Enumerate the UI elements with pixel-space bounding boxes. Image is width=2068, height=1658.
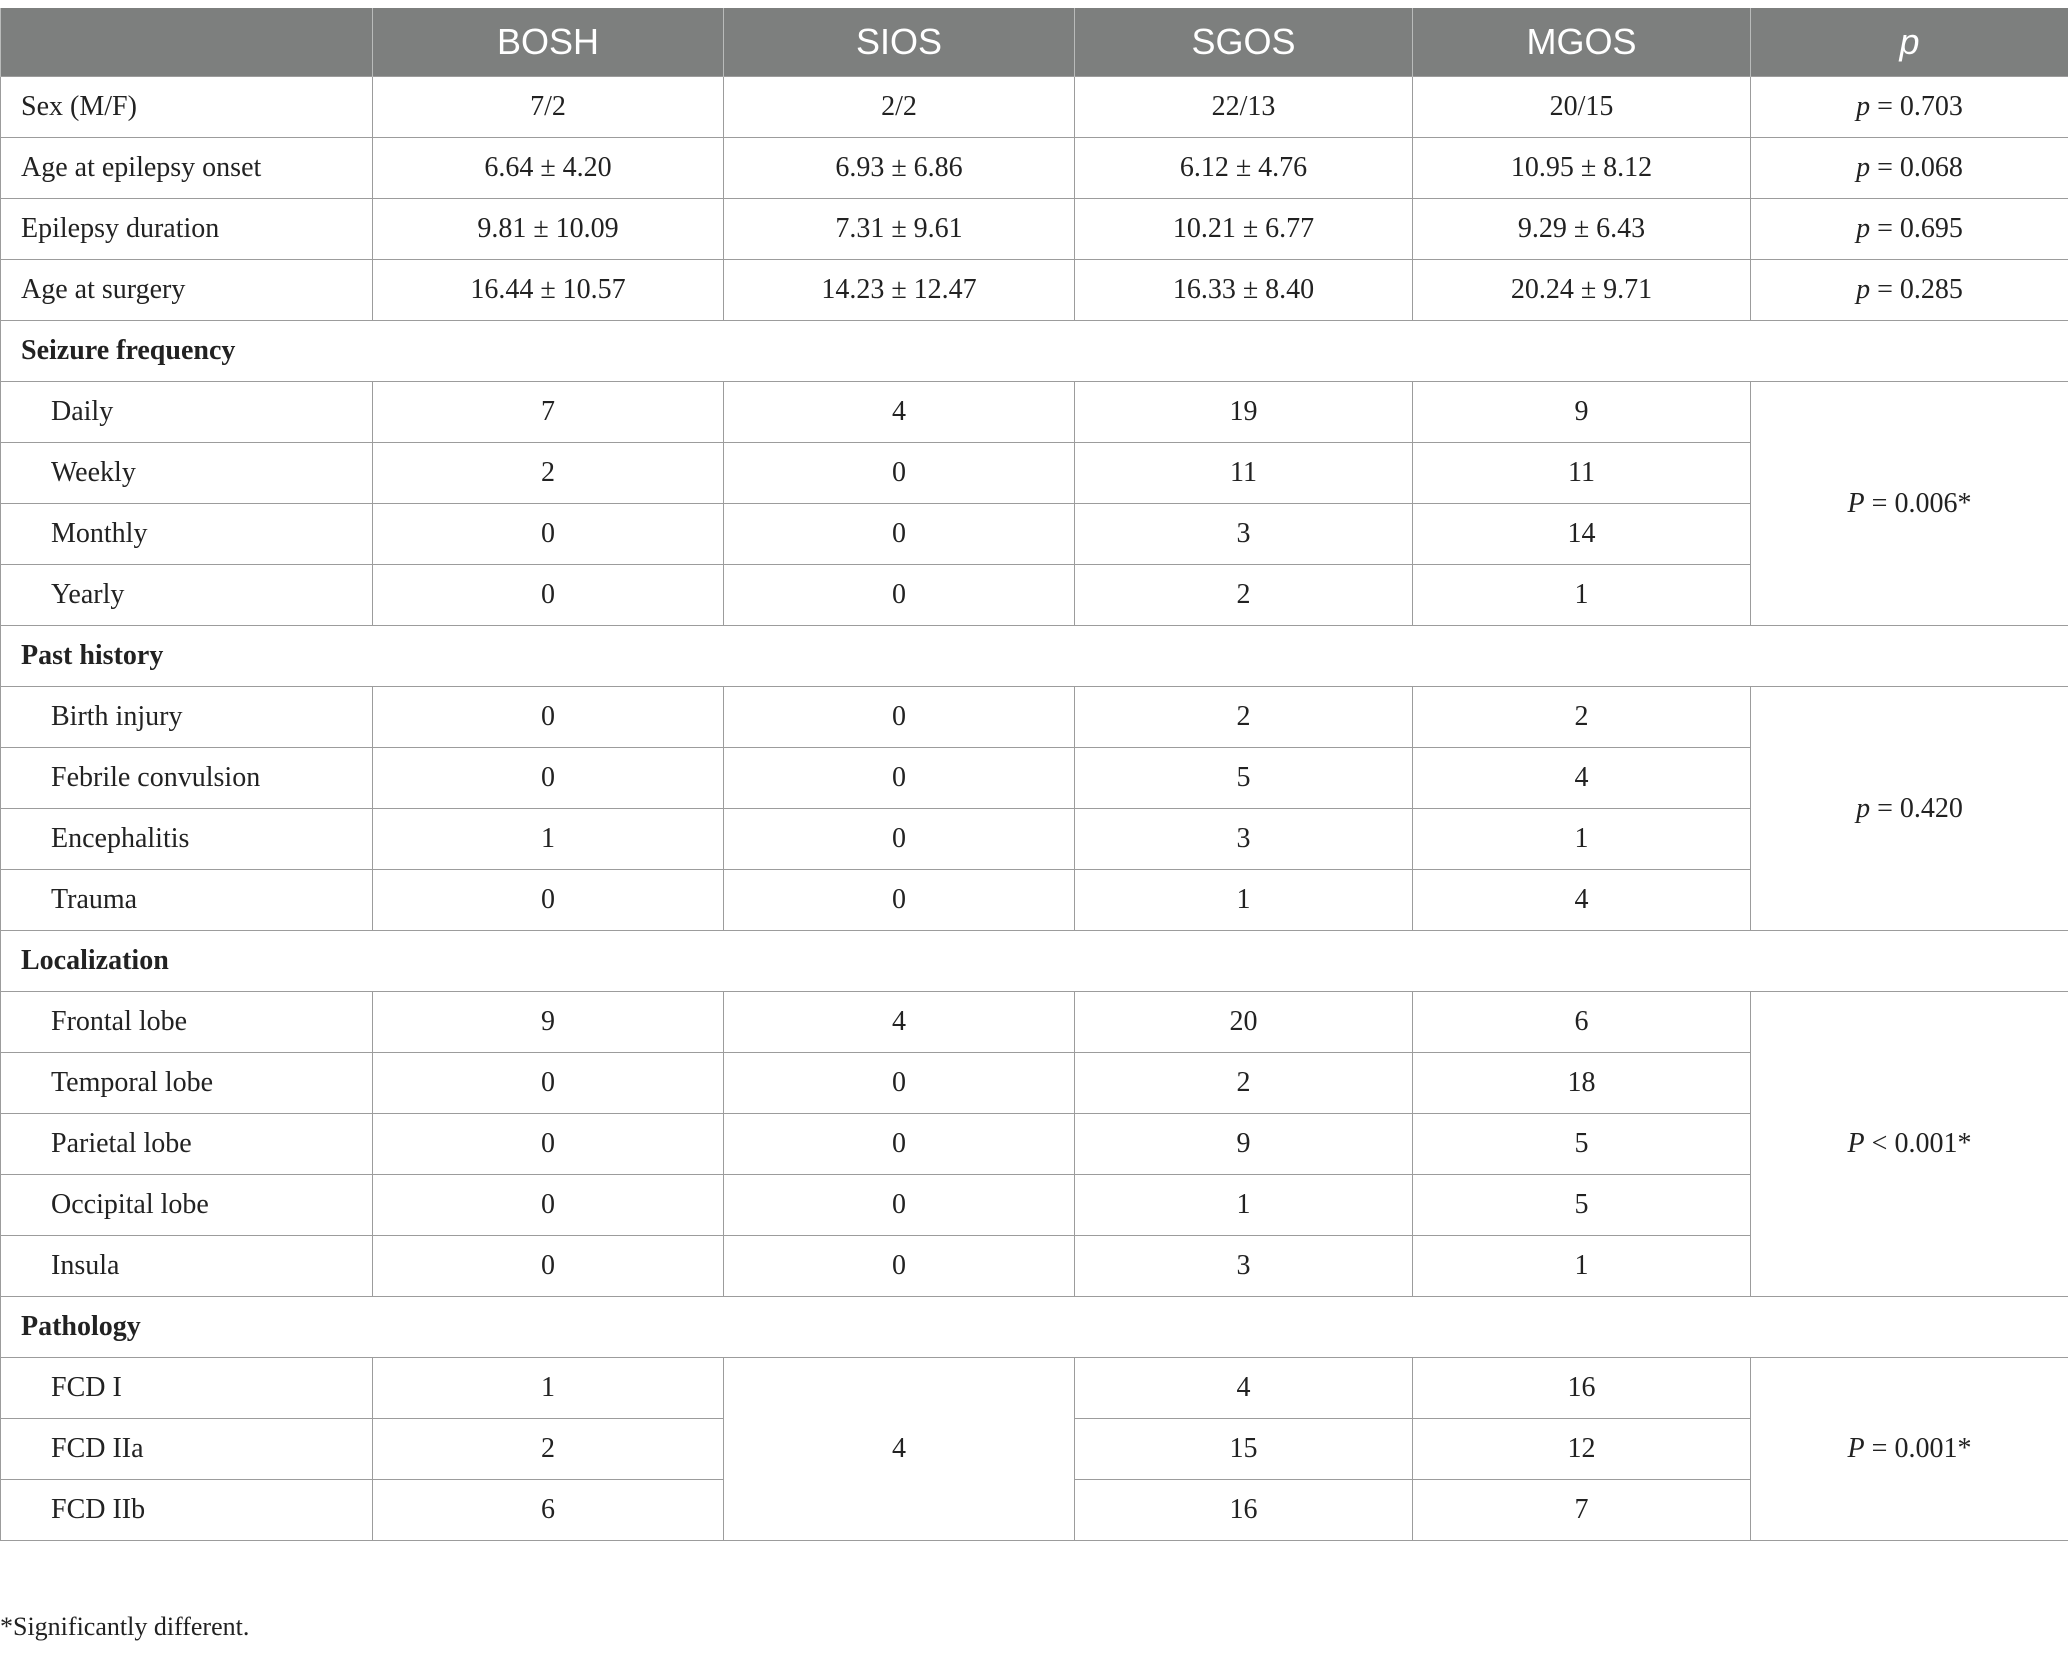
p-number: = 0.420 (1877, 792, 1963, 824)
cell-bosh: 6 (373, 1480, 724, 1541)
cell-sios: 0 (724, 1114, 1075, 1175)
section-header-row (1, 931, 2068, 992)
cell-bosh: 2 (373, 1419, 724, 1480)
row-label: FCD IIa (1, 1419, 373, 1480)
cell-mgos: 1 (1413, 809, 1751, 870)
cell-mgos: 20/15 (1413, 77, 1751, 138)
header-cell-sios: SIOS (724, 8, 1075, 77)
table-row (1, 992, 2068, 1053)
row-label: Epilepsy duration (1, 199, 373, 260)
p-letter: P (1847, 1433, 1865, 1464)
p-letter: p (1856, 152, 1871, 183)
row-label: Frontal lobe (1, 992, 373, 1053)
cell-sgos: 10.21 ± 6.77 (1075, 199, 1413, 260)
section-header-row (1, 1297, 2068, 1358)
cell-bosh: 1 (373, 1358, 724, 1419)
row-label: Encephalitis (1, 809, 373, 870)
cell-bosh: 0 (373, 1175, 724, 1236)
cell-bosh: 9.81 ± 10.09 (373, 199, 724, 260)
cell-mgos: 2 (1413, 687, 1751, 748)
cell-sgos: 1 (1075, 870, 1413, 931)
cell-bosh: 9 (373, 992, 724, 1053)
cell-mgos: 9.29 ± 6.43 (1413, 199, 1751, 260)
cell-sios: 0 (724, 1236, 1075, 1297)
cell-sios: 0 (724, 443, 1075, 504)
row-label: FCD I (1, 1358, 373, 1419)
row-label: Occipital lobe (1, 1175, 373, 1236)
cell-sios: 0 (724, 748, 1075, 809)
cell-mgos: 6 (1413, 992, 1751, 1053)
cell-sgos: 3 (1075, 504, 1413, 565)
table-row (1, 138, 2068, 199)
cell-sios: 0 (724, 687, 1075, 748)
row-label: Daily (1, 382, 373, 443)
header-cell-bosh: BOSH (373, 8, 724, 77)
cell-sgos: 3 (1075, 1236, 1413, 1297)
cell-p-value (1751, 992, 2068, 1297)
cell-mgos: 12 (1413, 1419, 1751, 1480)
section-title: Past history (1, 626, 2068, 687)
cell-sgos: 4 (1075, 1358, 1413, 1419)
row-label: Weekly (1, 443, 373, 504)
cell-bosh: 7/2 (373, 77, 724, 138)
cell-sios: 0 (724, 1053, 1075, 1114)
cell-bosh: 1 (373, 809, 724, 870)
p-number: < 0.001* (1871, 1128, 1972, 1159)
p-number: = 0.695 (1877, 213, 1963, 244)
cell-mgos: 11 (1413, 443, 1751, 504)
table-row (1, 382, 2068, 443)
p-letter: p (1856, 91, 1871, 122)
cell-sios: 0 (724, 1175, 1075, 1236)
p-number: = 0.068 (1877, 152, 1963, 183)
row-label: Monthly (1, 504, 373, 565)
cell-bosh: 16.44 ± 10.57 (373, 260, 724, 321)
cell-bosh: 0 (373, 565, 724, 626)
cell-mgos: 9 (1413, 382, 1751, 443)
cell-sgos: 5 (1075, 748, 1413, 809)
section-title: Pathology (1, 1297, 2068, 1358)
cell-sios: 6.93 ± 6.86 (724, 138, 1075, 199)
cell-mgos: 14 (1413, 504, 1751, 565)
cell-sgos: 1 (1075, 1175, 1413, 1236)
cell-sgos: 11 (1075, 443, 1413, 504)
cell-sgos: 20 (1075, 992, 1413, 1053)
cell-mgos: 4 (1413, 748, 1751, 809)
table-header (1, 8, 2068, 77)
cell-sgos: 19 (1075, 382, 1413, 443)
cell-bosh: 0 (373, 504, 724, 565)
table-row (1, 1358, 2068, 1419)
cell-sios-merged: 4 (724, 1358, 1075, 1541)
row-label: Febrile convulsion (1, 748, 373, 809)
table-row (1, 260, 2068, 321)
row-label: Age at surgery (1, 260, 373, 321)
cell-sios: 4 (724, 382, 1075, 443)
p-letter: P (1847, 487, 1865, 519)
cell-mgos: 20.24 ± 9.71 (1413, 260, 1751, 321)
cell-sios: 0 (724, 809, 1075, 870)
cell-mgos: 5 (1413, 1175, 1751, 1236)
row-label: Trauma (1, 870, 373, 931)
row-label: Birth injury (1, 687, 373, 748)
p-number: = 0.285 (1877, 274, 1963, 305)
cell-mgos: 18 (1413, 1053, 1751, 1114)
cell-sios: 7.31 ± 9.61 (724, 199, 1075, 260)
row-label: Age at epilepsy onset (1, 138, 373, 199)
row-label: Insula (1, 1236, 373, 1297)
cell-sgos: 2 (1075, 687, 1413, 748)
header-cell-p: p (1751, 8, 2068, 77)
cell-bosh: 0 (373, 870, 724, 931)
table-row (1, 687, 2068, 748)
cell-p-value (1751, 382, 2068, 626)
cell-bosh: 0 (373, 1053, 724, 1114)
p-number: = 0.703 (1877, 91, 1963, 122)
cell-sios: 4 (724, 992, 1075, 1053)
header-cell-sgos: SGOS (1075, 8, 1413, 77)
cell-sgos: 9 (1075, 1114, 1413, 1175)
cell-bosh: 6.64 ± 4.20 (373, 138, 724, 199)
p-letter: P (1847, 1128, 1865, 1159)
section-title: Seizure frequency (1, 321, 2068, 382)
cell-sgos: 16.33 ± 8.40 (1075, 260, 1413, 321)
cell-bosh: 0 (373, 687, 724, 748)
cell-bosh: 0 (373, 748, 724, 809)
cell-mgos: 5 (1413, 1114, 1751, 1175)
cell-sgos: 15 (1075, 1419, 1413, 1480)
cell-sgos: 16 (1075, 1480, 1413, 1541)
p-letter: p (1856, 213, 1871, 244)
data-table (0, 8, 2068, 1541)
cell-p-value (1751, 77, 2068, 138)
row-label: Temporal lobe (1, 1053, 373, 1114)
p-letter: p (1856, 274, 1871, 305)
section-title: Localization (1, 931, 2068, 992)
header-row (1, 8, 2068, 77)
cell-sgos: 2 (1075, 1053, 1413, 1114)
section-header-row (1, 321, 2068, 382)
cell-mgos: 1 (1413, 565, 1751, 626)
cell-p-value (1751, 1358, 2068, 1541)
row-label: FCD IIb (1, 1480, 373, 1541)
cell-sgos: 2 (1075, 565, 1413, 626)
table-body (1, 77, 2068, 1541)
cell-bosh: 0 (373, 1114, 724, 1175)
cell-sios: 0 (724, 870, 1075, 931)
cell-mgos: 1 (1413, 1236, 1751, 1297)
row-label: Parietal lobe (1, 1114, 373, 1175)
cell-bosh: 2 (373, 443, 724, 504)
p-number: = 0.001* (1871, 1433, 1972, 1464)
cell-mgos: 4 (1413, 870, 1751, 931)
cell-p-value (1751, 260, 2068, 321)
cell-p-value (1751, 199, 2068, 260)
cell-sios: 0 (724, 565, 1075, 626)
cell-p-value (1751, 687, 2068, 931)
cell-mgos: 16 (1413, 1358, 1751, 1419)
header-cell-mgos: MGOS (1413, 8, 1751, 77)
section-header-row (1, 626, 2068, 687)
cell-bosh: 0 (373, 1236, 724, 1297)
row-label: Sex (M/F) (1, 77, 373, 138)
cell-sgos: 3 (1075, 809, 1413, 870)
cell-p-value (1751, 138, 2068, 199)
table-row (1, 77, 2068, 138)
cell-mgos: 10.95 ± 8.12 (1413, 138, 1751, 199)
cell-sgos: 6.12 ± 4.76 (1075, 138, 1413, 199)
cell-mgos: 7 (1413, 1480, 1751, 1541)
cell-sios: 2/2 (724, 77, 1075, 138)
cell-sios: 0 (724, 504, 1075, 565)
table-row (1, 199, 2068, 260)
cell-bosh: 7 (373, 382, 724, 443)
cell-sios: 14.23 ± 12.47 (724, 260, 1075, 321)
footnote: *Significantly different. (0, 1612, 250, 1641)
cell-sgos: 22/13 (1075, 77, 1413, 138)
header-cell-blank (1, 8, 373, 77)
row-label: Yearly (1, 565, 373, 626)
p-letter: p (1856, 792, 1871, 824)
p-number: = 0.006* (1871, 487, 1972, 519)
